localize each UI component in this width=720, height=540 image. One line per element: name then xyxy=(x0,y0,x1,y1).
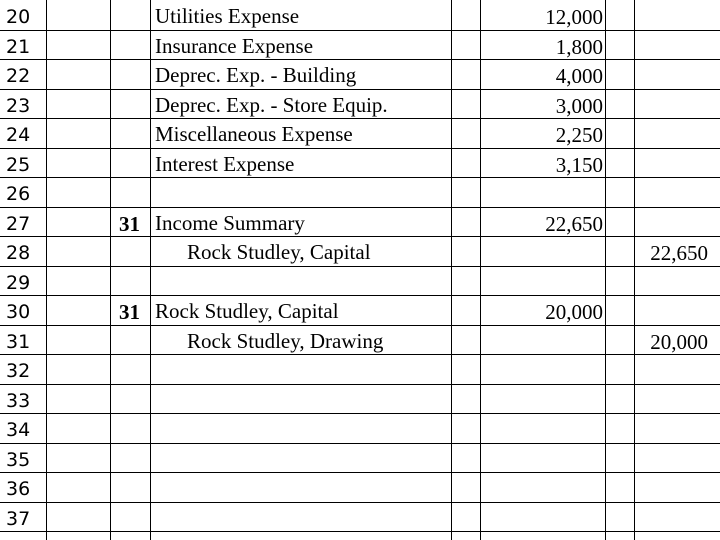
journal-row xyxy=(0,209,720,239)
journal-row xyxy=(0,238,720,268)
row-number: 31 xyxy=(6,330,31,353)
debit-amount: 3,000 xyxy=(555,93,603,118)
journal-row xyxy=(0,327,720,357)
account-title: Insurance Expense xyxy=(155,33,314,58)
account-title: Interest Expense xyxy=(155,151,295,176)
grid-hline xyxy=(0,89,720,90)
grid-hline xyxy=(0,207,720,208)
account-title: Rock Studley, Capital xyxy=(155,299,339,323)
grid-hline xyxy=(0,266,720,267)
grid-hline xyxy=(0,148,720,149)
account-title: Rock Studley, Drawing xyxy=(187,328,384,353)
journal-row xyxy=(0,268,720,298)
grid-hline xyxy=(0,443,720,444)
entry-day: 31 xyxy=(119,300,140,324)
grid-hline xyxy=(0,502,720,503)
grid-hline xyxy=(0,59,720,60)
row-number: 29 xyxy=(6,271,31,294)
row-number: 24 xyxy=(6,124,31,146)
debit-amount: 1,800 xyxy=(555,34,603,59)
entry-day: 31 xyxy=(119,211,140,236)
credit-amount: 20,000 xyxy=(650,329,708,354)
journal-row xyxy=(0,32,720,62)
journal-row xyxy=(0,2,720,32)
row-number: 27 xyxy=(6,212,31,235)
grid-hline xyxy=(0,531,720,532)
journal-row xyxy=(0,356,720,386)
journal-row xyxy=(0,474,720,504)
debit-amount: 20,000 xyxy=(545,300,603,324)
grid-hline xyxy=(0,118,720,119)
row-number: 37 xyxy=(6,507,31,530)
row-number: 22 xyxy=(6,65,31,87)
grid-hline xyxy=(0,295,720,296)
journal-row xyxy=(0,504,720,534)
account-title: Utilities Expense xyxy=(155,4,300,28)
journal-row xyxy=(0,297,720,327)
debit-amount: 4,000 xyxy=(555,64,603,88)
row-number: 20 xyxy=(6,6,31,28)
row-number: 36 xyxy=(6,478,31,500)
account-title: Miscellaneous Expense xyxy=(155,122,353,146)
journal-row xyxy=(0,120,720,150)
journal-row xyxy=(0,445,720,475)
grid-hline xyxy=(0,413,720,414)
row-number: 25 xyxy=(6,153,31,176)
debit-amount: 12,000 xyxy=(545,5,603,29)
debit-amount: 2,250 xyxy=(555,123,603,147)
row-number: 26 xyxy=(6,183,31,205)
account-title: Income Summary xyxy=(155,210,305,235)
account-title: Rock Studley, Capital xyxy=(187,240,371,264)
grid-hline xyxy=(0,30,720,31)
grid-hline xyxy=(0,325,720,326)
row-number: 35 xyxy=(6,448,31,471)
account-title: Deprec. Exp. - Building xyxy=(155,63,357,87)
row-number: 23 xyxy=(6,94,31,117)
row-number: 32 xyxy=(6,360,31,382)
row-number: 28 xyxy=(6,242,31,264)
grid-hline xyxy=(0,472,720,473)
account-title: Deprec. Exp. - Store Equip. xyxy=(155,92,388,117)
debit-amount: 22,650 xyxy=(545,211,603,236)
credit-amount: 22,650 xyxy=(650,241,708,265)
grid-hline xyxy=(0,354,720,355)
grid-hline xyxy=(0,236,720,237)
journal-row xyxy=(0,179,720,209)
grid-hline xyxy=(0,177,720,178)
grid-hline xyxy=(0,384,720,385)
row-number: 33 xyxy=(6,389,31,412)
journal-row xyxy=(0,61,720,91)
row-number: 34 xyxy=(6,419,31,441)
debit-amount: 3,150 xyxy=(555,152,603,177)
journal-row xyxy=(0,150,720,180)
journal-row xyxy=(0,415,720,445)
row-number: 30 xyxy=(6,301,31,323)
journal-row xyxy=(0,386,720,416)
journal-row xyxy=(0,91,720,121)
row-number: 21 xyxy=(6,35,31,58)
